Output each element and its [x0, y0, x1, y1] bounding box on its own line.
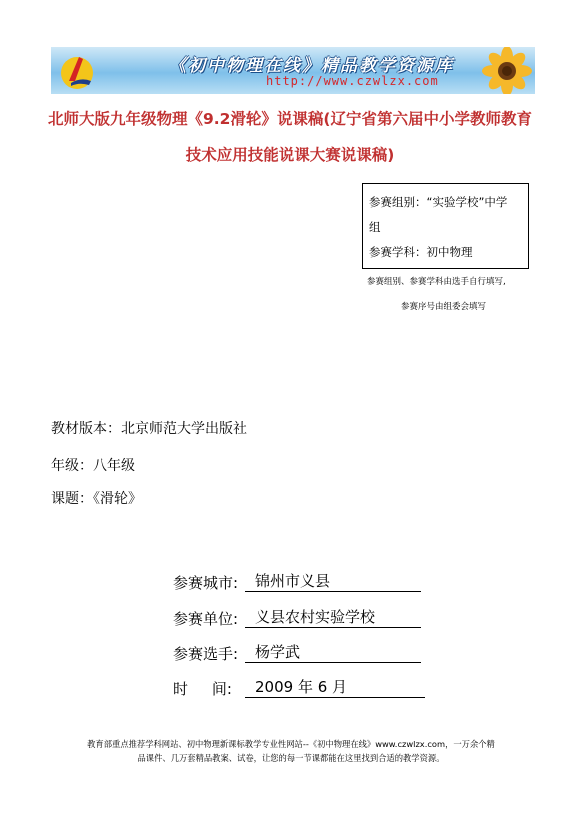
- footer-line1: 教育部重点推荐学科网站、初中物理新课标教学专业性网站--《初中物理在线》www.czwlzx.com，一万余个精: [87, 739, 495, 749]
- contest-time-field: [173, 678, 348, 700]
- contest-unit-label: 参赛单位:: [173, 610, 239, 628]
- contestant-value: 杨学武: [245, 643, 421, 663]
- header-banner: [51, 47, 535, 94]
- footer-line2: 品课件、几万套精品教案、试卷，让您的每一节课都能在这里找到合适的教学资源。: [137, 753, 445, 763]
- sunflower-icon: [475, 47, 535, 94]
- contest-city-field: [173, 572, 331, 594]
- contest-city-label: 参赛城市:: [173, 574, 239, 592]
- contest-info-box: [362, 183, 529, 269]
- textbook-edition: 教材版本：北京师范大学出版社: [51, 421, 247, 437]
- contest-group-line1: 参赛组别：“实验学校”中学: [369, 195, 508, 209]
- contest-unit-field: [173, 608, 376, 630]
- contest-group-line2: 组: [369, 220, 381, 234]
- document-title-line2: 技术应用技能说课大赛说课稿): [185, 146, 395, 164]
- page-footer: [48, 737, 534, 765]
- contest-city-value: 锦州市义县: [245, 572, 421, 592]
- serial-number-note: 参赛序号由组委会填写: [401, 302, 487, 312]
- fill-instruction-note: 参赛组别、参赛学科由选手自行填写,: [367, 277, 506, 287]
- site-logo-icon: [57, 51, 97, 91]
- document-title-line1: 北师大版九年级物理《9.2滑轮》说课稿(辽宁省第六届中小学教师教育: [47, 110, 533, 128]
- grade-level: 年级：八年级: [51, 458, 135, 474]
- contest-time-value: 2009 年 6 月: [245, 678, 425, 698]
- banner-url: http://www.czwlzx.com: [266, 74, 439, 88]
- contest-unit-value: 义县农村实验学校: [245, 608, 421, 628]
- banner-title: 《初中物理在线》精品教学资源库: [169, 56, 454, 76]
- contestant-field: [173, 643, 301, 665]
- contest-time-label: 时 间:: [173, 680, 232, 698]
- contestant-label: 参赛选手:: [173, 645, 239, 663]
- lesson-topic: 课题：《滑轮》: [51, 491, 142, 507]
- contest-subject: 参赛学科：初中物理: [369, 245, 473, 259]
